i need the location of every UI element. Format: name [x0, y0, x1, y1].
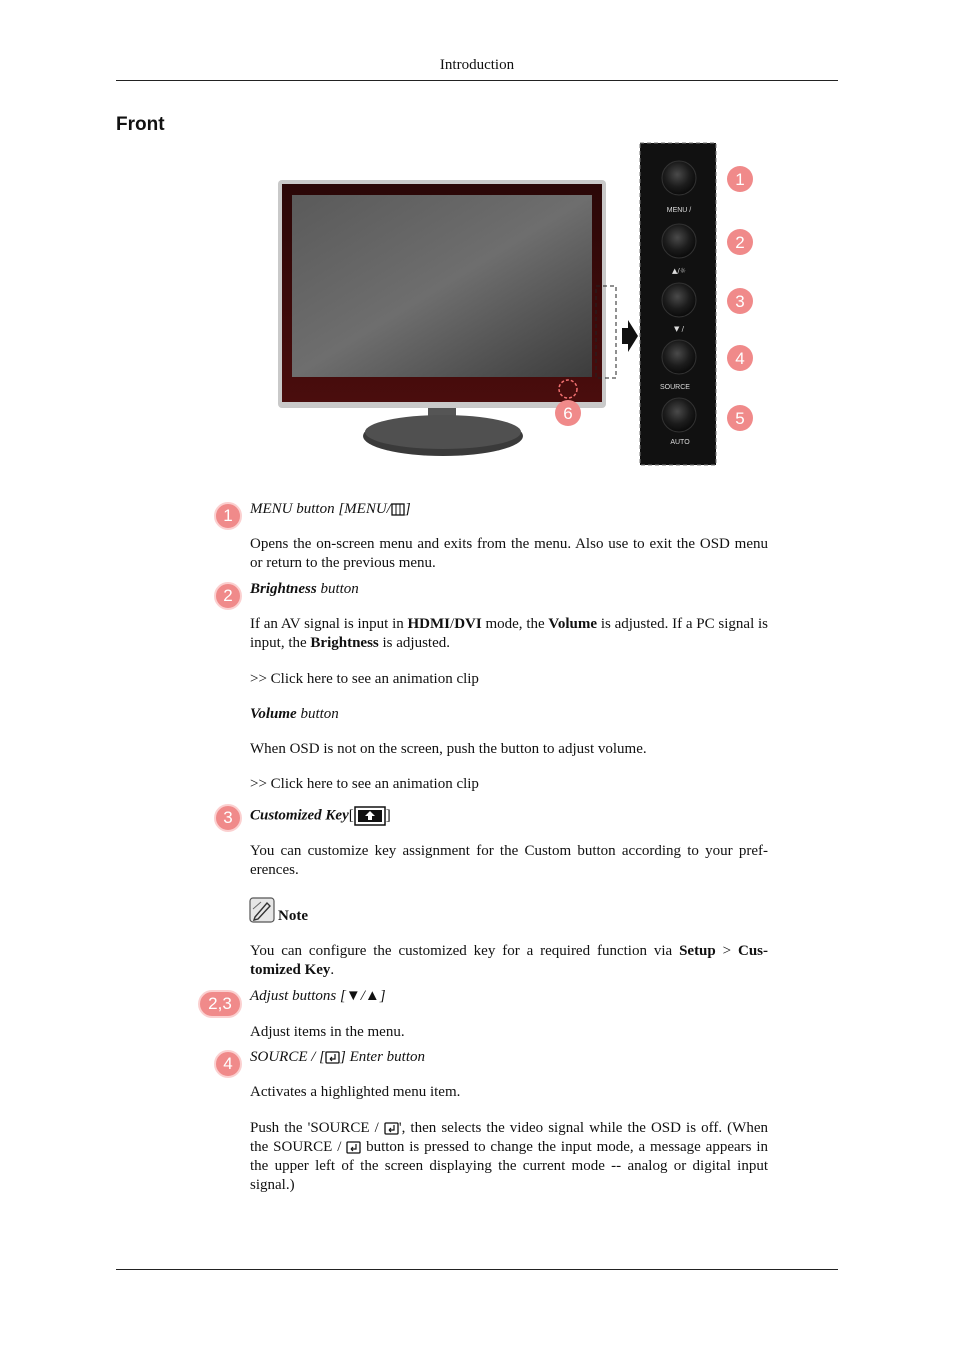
note-desc-2: >: [715, 943, 738, 959]
panel-label-down: ▼ /: [674, 325, 684, 333]
section-title: Front: [116, 114, 165, 135]
source-title-1: SOURCE / [: [250, 1049, 325, 1065]
badge-2-3: 2,3: [198, 990, 242, 1018]
callout-2: 2: [735, 233, 745, 252]
running-header: Introduction: [439, 57, 515, 73]
volume-button-title: [250, 705, 768, 724]
brightness-desc-volume: Volume: [548, 616, 598, 632]
callout-6: 6: [563, 404, 573, 423]
menu-button-title: [250, 500, 768, 519]
menu-title-end: ]: [404, 501, 411, 517]
note-desc-1: You can configure the customized key for a required function via: [250, 943, 680, 959]
customized-key-description: You can customize key assignment for the Custom button according to your pref- erences.: [250, 843, 768, 878]
note-icon: [249, 897, 275, 923]
arrow-icon: [622, 320, 638, 352]
footer-rule: [116, 1269, 838, 1270]
note-desc-3: .: [330, 962, 335, 978]
note-label: Note: [278, 908, 308, 924]
panel-label-up: ▲/☼: [671, 267, 687, 275]
button-panel: [640, 143, 716, 465]
source-detail-paragraph: [250, 1119, 768, 1195]
brightness-description: [250, 615, 768, 653]
menu-key-icon: [391, 503, 405, 516]
note-description: [250, 942, 768, 980]
adjust-buttons-title: Adjust buttons [▼/▲]: [250, 988, 386, 1004]
brightness-desc-2: /: [450, 616, 455, 632]
panel-label-auto: AUTO: [670, 439, 690, 446]
callout-4: 4: [735, 349, 745, 368]
adjust-buttons-description: Adjust items in the menu.: [250, 1024, 405, 1040]
source-p2-1: Push the 'SOURCE /: [250, 1120, 384, 1136]
callout-3: 3: [735, 292, 745, 311]
callout-1: 1: [735, 170, 745, 189]
brightness-desc-hdmi: HDMI: [407, 616, 451, 632]
brightness-desc-1: If an AV signal is input in: [250, 616, 408, 632]
monitor-stand: [363, 402, 523, 456]
volume-title-bold: Volume: [250, 706, 297, 722]
volume-description: When OSD is not on the screen, push the button to adjust volume.: [250, 741, 647, 757]
monitor-front-figure: [270, 140, 770, 470]
enter-key-icon: [346, 1141, 361, 1154]
customized-key-bracket-close: ]: [385, 807, 391, 824]
source-button-title: [250, 1048, 768, 1067]
brightness-desc-brightness: Brightness: [310, 635, 379, 651]
enter-key-icon: [384, 1122, 399, 1135]
source-p2-2: ', then selects the video signal while the OSD is off. (When the SOURCE /: [250, 1120, 768, 1155]
brightness-title-bold: Brightness: [250, 581, 317, 597]
brightness-button-title: [250, 580, 768, 599]
menu-title-text: MENU button [MENU/: [250, 501, 391, 517]
menu-button-description: Opens the on-screen menu and exits from the menu. Also use to exit the OSD menu or return to the previous menu.: [250, 536, 768, 571]
badge-2: 2: [214, 582, 242, 610]
brightness-desc-5: is adjusted.: [378, 635, 451, 651]
badge-3: 3: [214, 804, 242, 832]
brightness-desc-4: is adjusted. If a PC signal is input, the: [250, 616, 769, 651]
note-desc-setup: Setup: [679, 943, 716, 959]
brightness-desc-3: mode, the: [481, 616, 549, 632]
customized-key-bracket-open: [: [348, 807, 354, 824]
panel-label-menu: MENU /: [666, 207, 692, 214]
badge-1: 1: [214, 502, 242, 530]
customized-key-title-text: Customized Key: [250, 807, 349, 824]
badge-4: 4: [214, 1050, 242, 1078]
header-rule: [116, 80, 838, 81]
custom-key-icon: [354, 806, 386, 826]
customized-key-title: [250, 806, 768, 826]
brightness-title-rest: button: [316, 581, 359, 597]
source-title-2: ] Enter button: [340, 1049, 425, 1065]
brightness-animation-link[interactable]: >> Click here to see an animation clip: [250, 671, 479, 687]
source-description: Activates a highlighted menu item.: [250, 1084, 461, 1100]
source-p2-3: button is pressed to change the input mode, a message appears in the upper left of the screen displaying the current mode -- analog or digital input signal.): [250, 1139, 768, 1193]
volume-animation-link[interactable]: >> Click here to see an animation clip: [250, 776, 479, 792]
enter-key-icon: [325, 1051, 340, 1064]
panel-label-source: SOURCE: [660, 384, 690, 391]
volume-title-rest: button: [296, 706, 339, 722]
callout-5: 5: [735, 409, 745, 428]
monitor-body: [278, 180, 606, 408]
note-desc-customized-key: Cus- tomized Key: [250, 943, 768, 978]
brightness-desc-dvi: DVI: [454, 616, 482, 632]
